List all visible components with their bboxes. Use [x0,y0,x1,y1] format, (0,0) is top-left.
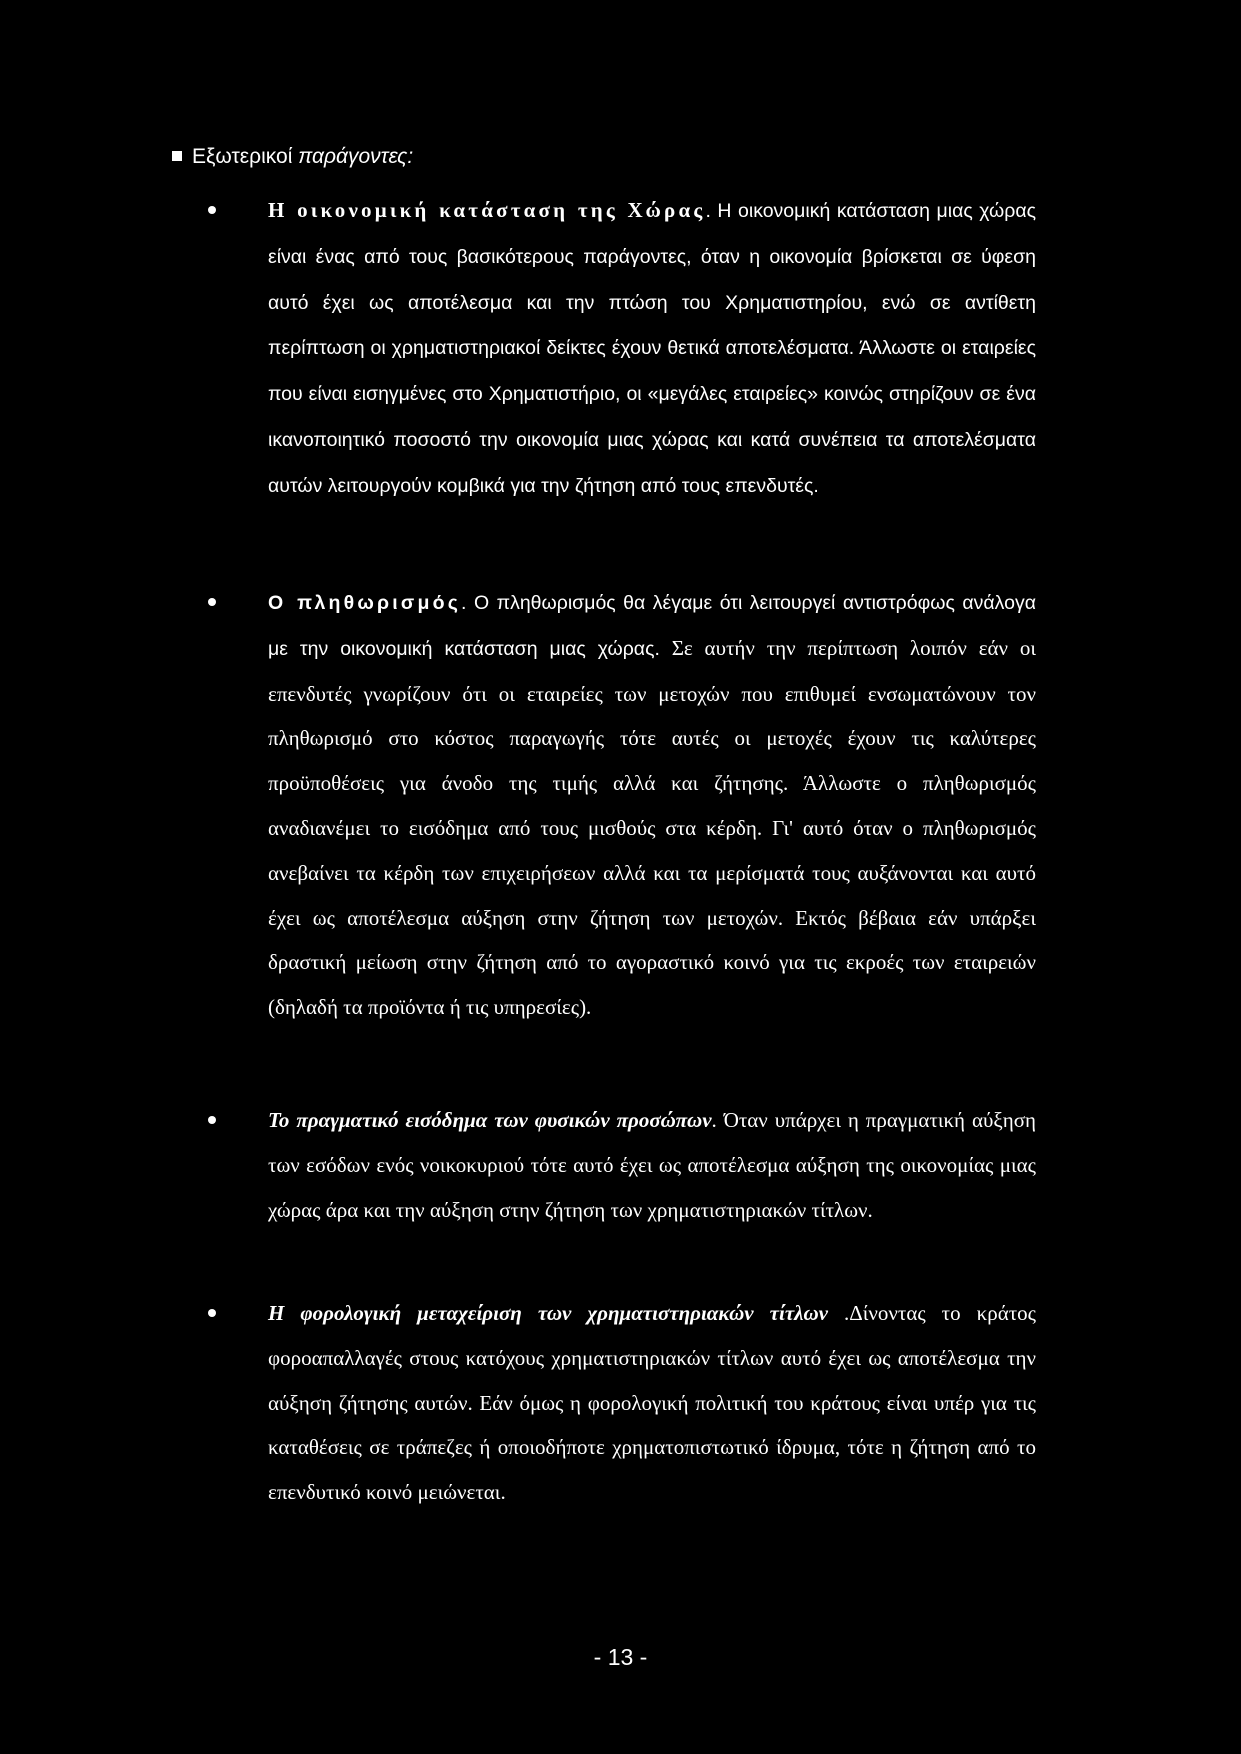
bullet-icon [208,206,216,214]
item-text: . Η οικονομική κατάσταση μιας χώρας είναι ένας από τους βασικότερους παράγοντες, όταν η οικονομία βρίσκεται σε ύφεση αυτό έχει ως αποτέλεσμα και την πτώση του Χρηματιστηρίου, ενώ σε αντίθετη περίπτωση οι χρηματιστηριακοί δείκτες έχουν θετικά αποτελέσματα. Άλλωστε οι εταιρείες που είναι εισηγμένες στο Χρηματιστήριο, οι «μεγάλες εταιρείες» κοινώς στηρίζουν σε ένα ικανοποιητικό ποσοστό την οικονομία μιας χώρας και κατά συνέπεια τα αποτελέσματα αυτών λειτουργούν κομβικά για την ζήτηση από τους επενδυτές. [268,200,1036,497]
item-text: . Όταν υπάρχει η πραγματική αύξηση των εσόδων ενός νοικοκυριού τότε αυτό έχει ως αποτέλεσμα αύξηση της οικονομίας μιας χώρας άρα και την αύξηση στην ζήτηση των χρηματιστηριακών τίτλων. [268,1108,1036,1222]
list-item-inflation [268,580,1036,1030]
list-item-economy [268,188,1036,509]
item-title: Η οικονομική κατάσταση της Χώρας [268,198,706,222]
bullet-icon [208,598,216,606]
list-item-taxation [268,1291,1036,1515]
bullet-icon [208,1116,216,1124]
item-title: Το πραγματικό εισόδημα των φυσικών προσώπων [268,1108,712,1132]
item-title: Ο πληθωρισμός [268,592,462,614]
item-text: Σε αυτήν την περίπτωση λοιπόν εάν οι επενδυτές γνωρίζουν ότι οι εταιρείες των μετοχών που επιθυμεί ενσωματώνουν τον πληθωρισμό στο κόστος παραγωγής τότε αυτές οι μετοχές έχουν τις καλύτερες προϋποθέσεις για άνοδο της τιμής αλλά και ζήτησης. Άλλωστε ο πληθωρισμός αναδιανέμει το εισόδημα από τους μισθούς στα κέρδη. Γι' αυτό όταν ο πληθωρισμός ανεβαίνει τα κέρδη των επιχειρήσεων αλλά και τα μερίσματά τους αυξάνονται και αυτό έχει ως αποτέλεσμα αύξηση στην ζήτηση των μετοχών. Εκτός βέβαια εάν υπάρξει δραστική μείωση στην ζήτηση από το αγοραστικό κοινό για τις εκροές των εταιρειών (δηλαδή τα προϊόντα ή τις υπηρεσίες). [268,635,1036,1020]
page-number: - 13 - [593,1644,648,1670]
section-heading [172,142,413,172]
item-title: Η φορολογική μεταχείριση των χρηματιστηριακών τίτλων [268,1301,828,1325]
heading-prefix: Εξωτερικοί [192,145,299,168]
list-item-real-income [268,1098,1036,1232]
square-bullet-icon [172,151,182,161]
bullet-icon [208,1309,216,1317]
heading-italic: παράγοντες: [298,145,414,168]
item-text: .Δίνοντας το κράτος φοροαπαλλαγές στους κατόχους χρηματιστηριακών τίτλων αυτό έχει ως αποτέλεσμα την αύξηση ζήτησης αυτών. Εάν όμως η φορολογική πολιτική του κράτους είναι υπέρ για τις καταθέσεις σε τράπεζες ή οποιοδήποτε χρηματοπιστωτικό ίδρυμα, τότε η ζήτηση από το επενδυτικό κοινό μειώνεται. [268,1301,1036,1505]
item-text-sans: . Ο πληθωρισμός θα λέγαμε ότι λειτουργεί αντιστρόφως ανάλογα με την οικονομική κατάσταση μιας χώρας. [268,592,1036,660]
